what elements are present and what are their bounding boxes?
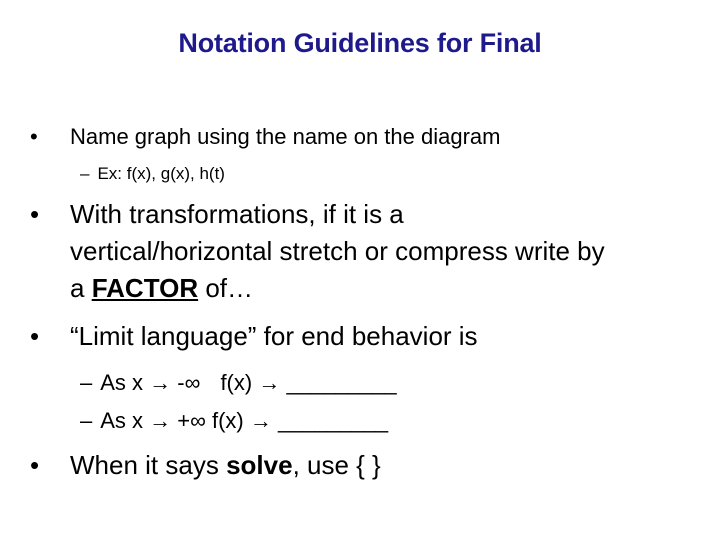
sub-limit-minus-infinity — [80, 367, 680, 399]
sub-text: Ex: f(x), g(x), h(t) — [97, 164, 225, 183]
dash-marker: – — [80, 370, 93, 395]
arrow-icon: → — [258, 370, 281, 395]
dash-marker: – — [80, 164, 90, 183]
bullet-name-graph — [30, 124, 700, 150]
as-x: As x — [100, 408, 144, 433]
dash-marker: – — [80, 408, 93, 433]
arrow-icon: → — [249, 408, 272, 433]
bullet-limit-language — [30, 318, 700, 355]
solve-emphasis: solve — [226, 450, 293, 480]
arrow-icon: → — [149, 370, 172, 395]
as-x: As x — [100, 370, 144, 395]
bullet-dot: • — [30, 450, 40, 480]
bullet-dot: • — [30, 124, 38, 149]
slide-title: Notation Guidelines for Final — [178, 28, 542, 58]
bullet-line-3 — [70, 270, 700, 307]
bullet-text: Name graph using the name on the diagram — [70, 124, 501, 149]
limit-value: -∞ — [177, 370, 201, 395]
answer-blank: _________ — [277, 408, 389, 433]
solve-post: , use { } — [292, 450, 381, 480]
bullet-solve — [30, 447, 700, 484]
bullet-transformations — [30, 196, 700, 307]
bullet-text: “Limit language” for end behavior is — [70, 321, 478, 351]
bullet-dot: • — [30, 199, 40, 229]
sub-example — [80, 163, 680, 185]
line3-pre: a — [70, 273, 92, 303]
fx: f(x) — [211, 408, 244, 433]
limit-value: +∞ — [177, 408, 206, 433]
sub-limit-plus-infinity — [80, 405, 680, 437]
arrow-icon: → — [149, 408, 172, 433]
bullet-dot: • — [30, 321, 40, 351]
fx: f(x) — [220, 370, 253, 395]
factor-emphasis: FACTOR — [91, 273, 199, 303]
bullet-line-2: vertical/horizontal stretch or compress write by — [70, 236, 605, 266]
answer-blank: _________ — [286, 370, 397, 395]
bullet-text — [70, 447, 700, 484]
line3-post: of… — [198, 273, 254, 303]
solve-pre: When it says — [70, 450, 227, 480]
bullet-line-1: With transformations, if it is a — [70, 199, 404, 229]
